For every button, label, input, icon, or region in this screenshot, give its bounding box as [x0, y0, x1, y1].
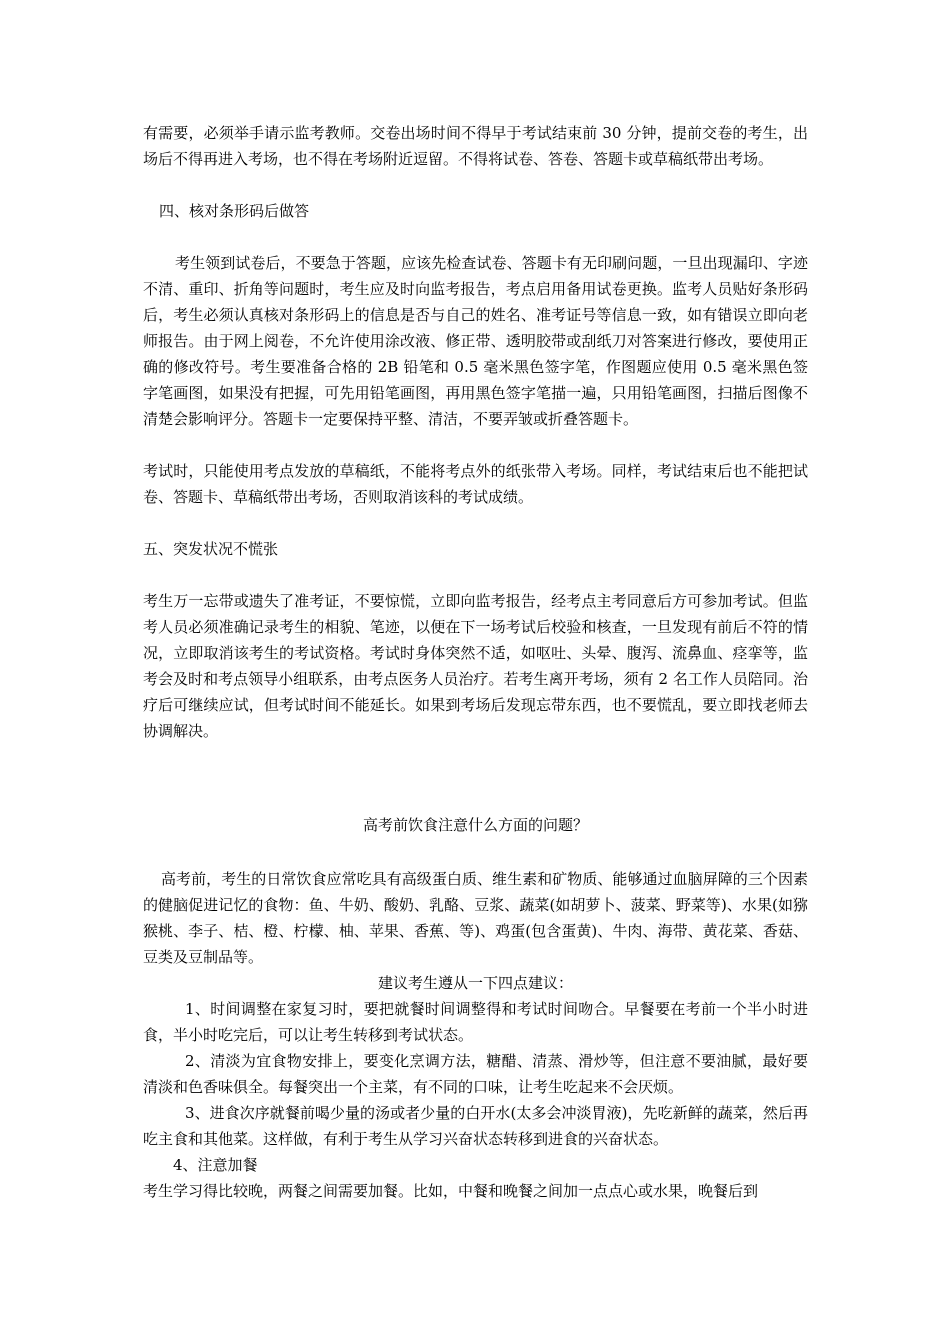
list-item-time-adjust: 1、时间调整在家复习时，要把就餐时间调整得和考试时间吻合。早餐要在考前一个半小时进食，半小时吃完后，可以让考生转移到考试状态。	[143, 1000, 808, 1044]
heading-verify-barcode: 四、核对条形码后做答	[159, 202, 310, 220]
list-item-eating-order: 3、进食次序就餐前喝少量的汤或者少量的白开水(太多会冲淡胃液)，先吃新鲜的蔬菜，然后再吃主食和其他菜。这样做，有利于考生从学习兴奋状态转移到进食的兴奋状态。	[143, 1104, 808, 1148]
document-body	[143, 120, 808, 1204]
paragraph-extra-meal: 考生学习得比较晚，两餐之间需要加餐。比如，中餐和晚餐之间加一点点心或水果，晚餐后到	[143, 1182, 759, 1200]
paragraph-check-papers: 考生领到试卷后，不要急于答题，应该先检查试卷、答题卡有无印刷问题，一旦出现漏印、字迹不清、重印、折角等问题时，考生应及时向监考报告，考点启用备用试卷更换。监考人员贴好条形码后，考生必须认真核对条形码上的信息是否与自己的姓名、准考证号等信息一致，如有错误立即向老师报告。由于网上阅卷，不允许使用涂改液、修正带、透明胶带或刮纸刀对答案进行修改，要使用正确的修改符号。考生要准备合格的 2B 铅笔和 0.5 毫米黑色签字笔，作图题应使用 0.5 毫米黑色签字笔画图，如果没有把握，可先用铅笔画图，再用黑色签字笔描一遍，只用铅笔画图，扫描后图像不清楚会影响评分。答题卡一定要保持平整、清洁，不要弄皱或折叠答题卡。	[143, 254, 808, 428]
paragraph-exam-exit-rules: 有需要，必须举手请示监考教师。交卷出场时间不得早于考试结束前 30 分钟，提前交卷的考生，出场后不得再进入考场，也不得在考场附近逗留。不得将试卷、答卷、答题卡或草稿纸带出考场。	[143, 124, 808, 168]
heading-emergency: 五、突发状况不慌张	[143, 540, 279, 558]
paragraph-diet-intro: 高考前，考生的日常饮食应常吃具有高级蛋白质、维生素和矿物质、能够通过血脑屏障的三个因素的健脑促进记忆的食物：鱼、牛奶、酸奶、乳酪、豆浆、蔬菜(如胡萝卜、菠菜、野菜等)、水果(如猕猴桃、李子、桔、橙、柠檬、柚、苹果、香蕉、等)、鸡蛋(包含蛋黄)、牛肉、海带、黄花菜、香菇、豆类及豆制品等。	[143, 870, 808, 966]
heading-four-suggestions: 建议考生遵从一下四点建议：	[377, 974, 573, 992]
list-item-light-food: 2、清淡为宜食物安排上，要变化烹调方法，糖醋、清蒸、滑炒等，但注意不要油腻，最好要清淡和色香味俱全。每餐突出一个主菜，有不同的口味，让考生吃起来不会厌烦。	[143, 1052, 808, 1096]
paragraph-emergency-handling: 考生万一忘带或遗失了准考证，不要惊慌，立即向监考报告，经考点主考同意后方可参加考试。但监考人员必须准确记录考生的相貌、笔迹，以便在下一场考试后校验和核查，一旦发现有前后不符的情况，立即取消该考生的考试资格。考试时身体突然不适，如呕吐、头晕、腹泻、流鼻血、痉挛等，监考会及时和考点领导小组联系，由考点医务人员治疗。若考生离开考场，须有 2 名工作人员陪同。治疗后可继续应试，但考试时间不能延长。如果到考场后发现忘带东西，也不要慌乱，要立即找老师去协调解决。	[143, 592, 808, 740]
paragraph-scratch-paper: 考试时，只能使用考点发放的草稿纸，不能将考点外的纸张带入考场。同样，考试结束后也不能把试卷、答题卡、草稿纸带出考场，否则取消该科的考试成绩。	[143, 462, 808, 506]
title-diet-before-exam: 高考前饮食注意什么方面的问题？	[362, 816, 588, 834]
list-item-extra-meal-heading: 4、注意加餐	[173, 1156, 258, 1174]
